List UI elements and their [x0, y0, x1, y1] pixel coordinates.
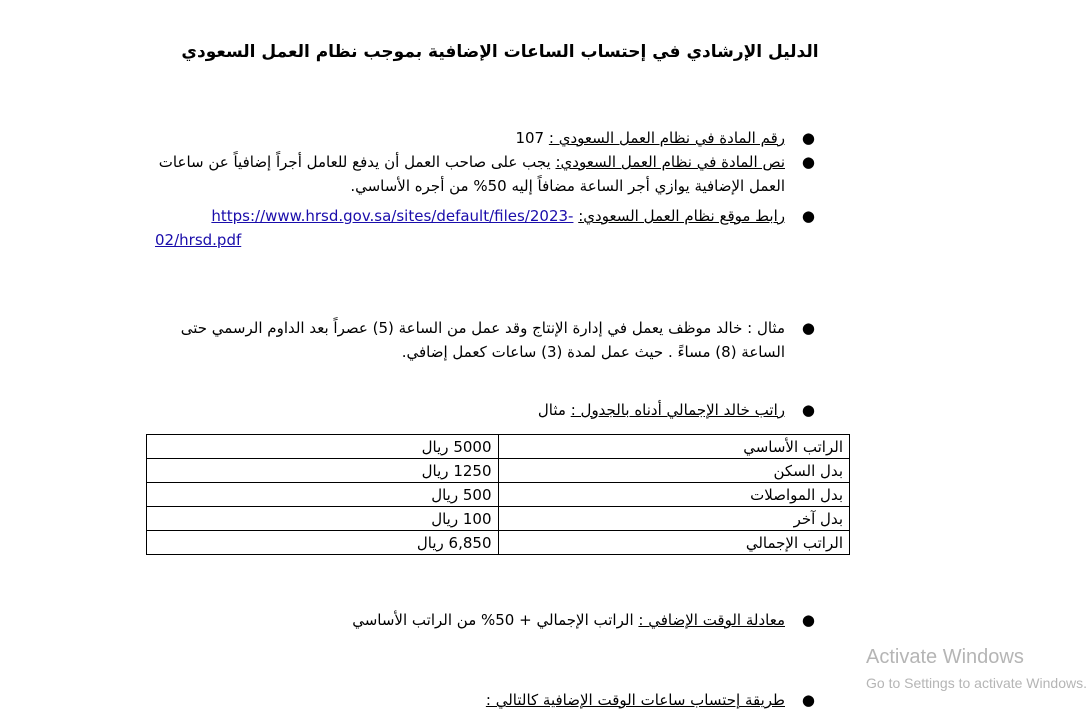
bullet-icon: ●	[801, 207, 815, 225]
salary-value-cell: 5000 ريال	[147, 435, 499, 459]
example-text: مثال : خالد موظف يعمل في إدارة الإنتاج وقد عمل من الساعة (5) عصراً بعد الداوم الرسمي حتى الساعة (8) مساءً . حيث عمل لمدة (3) ساعات كعمل إضافي.	[180, 319, 785, 361]
article-number-label: رقم المادة في نظام العمل السعودي :	[548, 129, 785, 147]
salary-value-cell: 500 ريال	[147, 483, 499, 507]
bullet-icon: ●	[801, 691, 815, 709]
salary-label-cell: الراتب الإجمالي	[498, 531, 850, 555]
example-list	[155, 316, 815, 364]
salary-intro-list	[155, 398, 815, 422]
method-list	[155, 688, 815, 712]
salary-label-cell: بدل السكن	[498, 459, 850, 483]
table-row	[147, 507, 850, 531]
salary-value-cell: 6,850 ريال	[147, 531, 499, 555]
watermark-subtitle: Go to Settings to activate Windows.	[866, 675, 1087, 691]
hrsd-link-line2[interactable]: 02/hrsd.pdf	[155, 231, 242, 249]
salary-intro-suffix: مثال	[537, 401, 566, 419]
activate-windows-watermark	[866, 646, 1087, 691]
salary-value-cell: 100 ريال	[147, 507, 499, 531]
method-item	[155, 688, 815, 712]
table-row	[147, 483, 850, 507]
equation-label: معادلة الوقت الإضافي :	[638, 611, 785, 629]
table-row	[147, 531, 850, 555]
equation-list	[155, 608, 815, 632]
bullet-icon: ●	[801, 129, 815, 147]
bullet-icon: ●	[801, 319, 815, 337]
bullet-icon: ●	[801, 401, 815, 419]
watermark-title: Activate Windows	[866, 646, 1024, 668]
salary-value-cell: 1250 ريال	[147, 459, 499, 483]
equation-item	[155, 608, 815, 632]
table-row	[147, 459, 850, 483]
salary-intro-label: راتب خالد الإجمالي أدناه بالجدول :	[570, 401, 785, 419]
link-label: رابط موقع نظام العمل السعودي:	[578, 207, 785, 225]
link-item	[155, 204, 815, 252]
article-number-item	[155, 126, 815, 150]
article-text-item	[155, 150, 815, 198]
method-label: طريقة إحتساب ساعات الوقت الإضافية كالتالي :	[485, 691, 785, 709]
table-row	[147, 435, 850, 459]
equation-text: الراتب الإجمالي + 50% من الراتب الأساسي	[352, 611, 634, 629]
article-text-label: نص المادة في نظام العمل السعودي:	[555, 153, 785, 171]
salary-intro-item	[155, 398, 815, 422]
hrsd-link-line1[interactable]: https://www.hrsd.gov.sa/sites/default/files/2023-	[211, 207, 574, 225]
salary-label-cell: بدل آخر	[498, 507, 850, 531]
document-title: الدليل الإرشادي في إحتساب الساعات الإضافية بموجب نظام العمل السعودي	[181, 42, 819, 62]
article-info-list	[155, 126, 815, 252]
salary-label-cell: الراتب الأساسي	[498, 435, 850, 459]
example-item	[155, 316, 815, 364]
salary-table	[146, 434, 850, 555]
salary-label-cell: بدل المواصلات	[498, 483, 850, 507]
bullet-icon: ●	[801, 611, 815, 629]
bullet-icon: ●	[801, 153, 815, 171]
article-text-body: يجب على صاحب العمل أن يدفع للعامل أجراً إضافياً عن ساعات العمل الإضافية يوازي أجر الساعة مضافاً إليه 50% من أجره الأساسي.	[158, 153, 785, 195]
article-number-value: 107	[515, 129, 545, 147]
